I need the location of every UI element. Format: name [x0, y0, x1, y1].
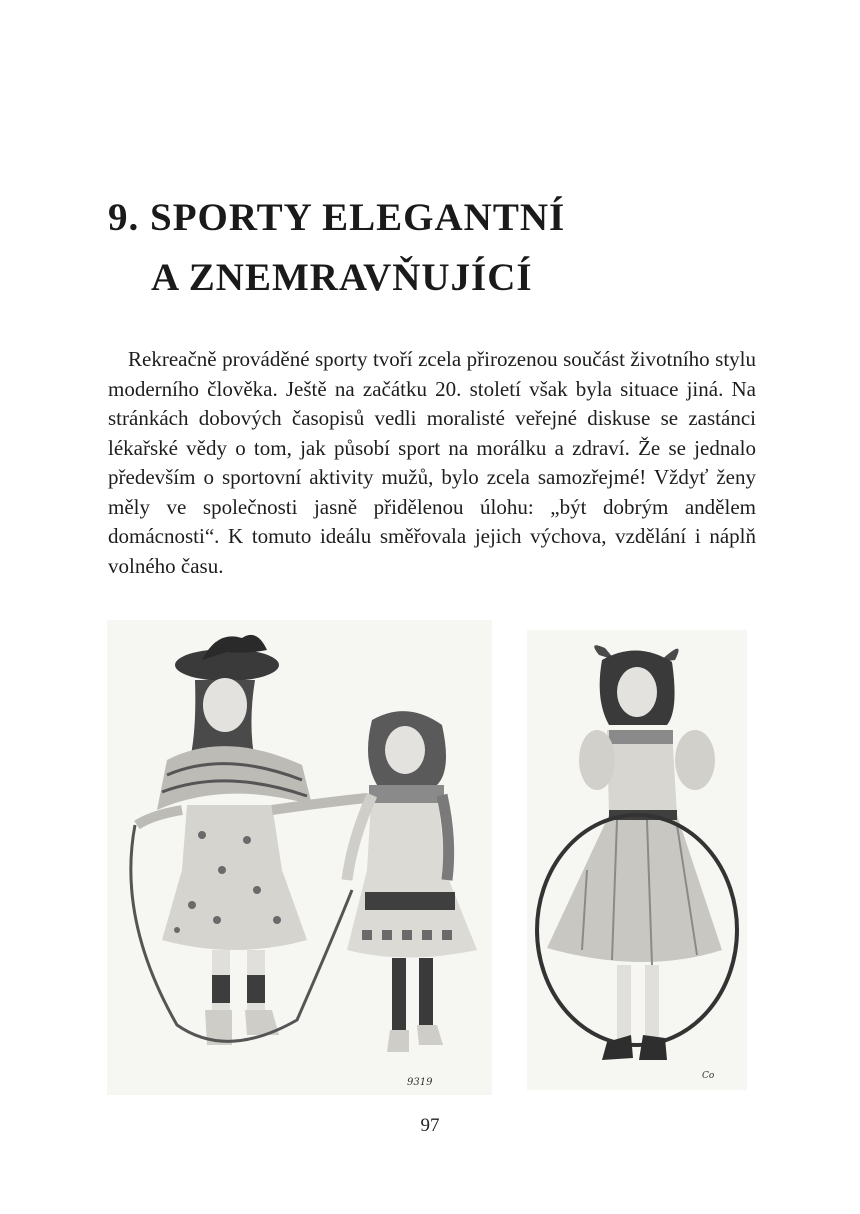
illustration-girls-with-jump-rope	[107, 620, 492, 1095]
page-number: 97	[420, 1115, 440, 1136]
chapter-title-line-1: 9. SPORTY ELEGANTNÍ	[108, 196, 566, 239]
engraving-left	[107, 620, 492, 1095]
engraving-right	[527, 630, 747, 1090]
chapter-title-line-2: A ZNEMRAVŇUJÍCÍ	[151, 256, 533, 299]
body-paragraph: Rekreačně prováděné sporty tvoří zcela přirozenou součást životního stylu moderního člověka. Ještě na začátku 20. století však byla situace jiná. Na stránkách dobových časopisů vedli moralisté veřejné diskuse se zastánci lékařské vědy o tom, jak působí sport na morálku a zdraví. Že se jednalo především o sportovní aktivity mužů, bylo zcela samozřejmé! Vždyť ženy měly ve společnosti jasně přidělenou úlohu: „být dobrým andělem domácnosti“. K tomuto ideálu směřovala jejich výchova, vzdělání i náplň volného času.	[108, 347, 756, 578]
chapter-title	[108, 188, 565, 308]
illustration-girl-with-hoop	[527, 630, 747, 1090]
engraving-right-signature: Co	[702, 1071, 715, 1081]
engraving-left-signature: 9319	[407, 1077, 433, 1088]
